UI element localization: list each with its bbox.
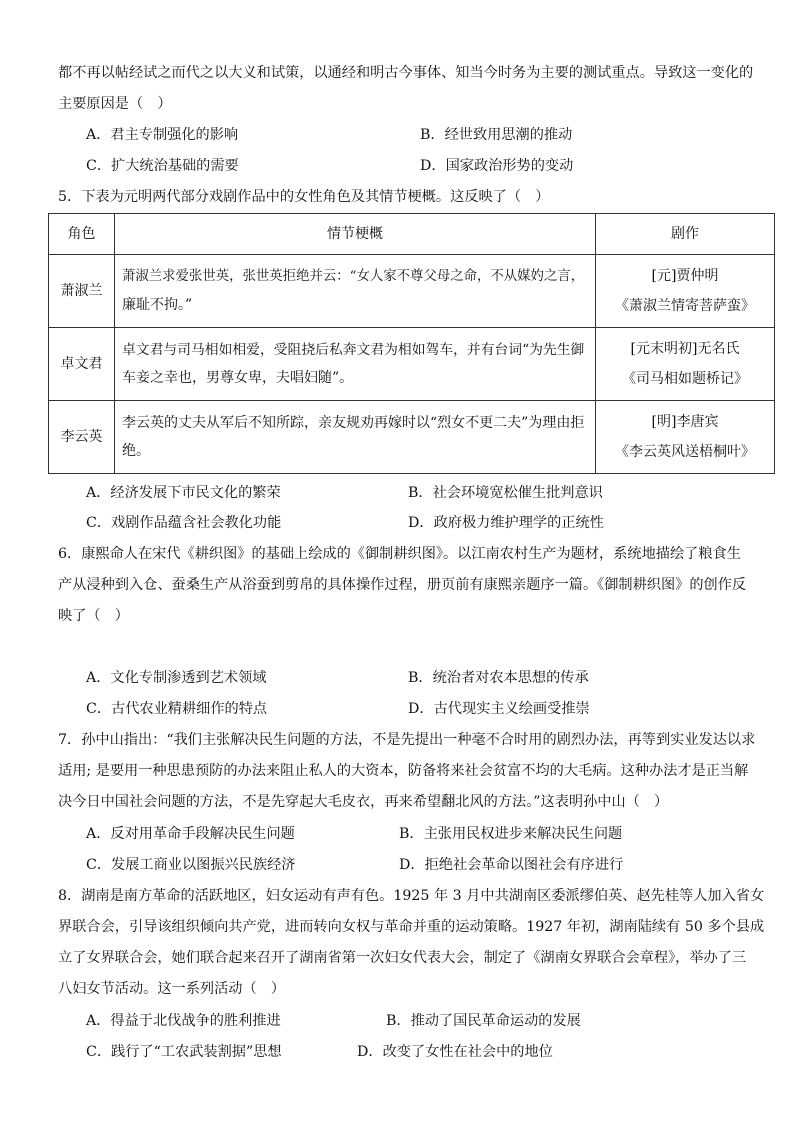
q8-stem-line4: 八妇女节活动。这一系列活动（ ） [58, 981, 286, 997]
q4-option-a[interactable]: A．君主专制强化的影响 [86, 127, 239, 143]
q7-option-d[interactable]: D．拒绝社会革命以图社会有序进行 [399, 857, 624, 873]
q8-option-b[interactable]: B．推动了国民革命运动的发展 [386, 1013, 581, 1029]
q7-option-c[interactable]: C．发展工商业以图振兴民族经济 [86, 857, 296, 873]
plot-cell [115, 401, 596, 474]
role-cell: 萧淑兰 [49, 255, 115, 328]
q5-stem: 5．下表为元明两代部分戏剧作品中的女性角色及其情节梗概。这反映了（ ） [58, 189, 550, 205]
q8-option-d[interactable]: D．改变了女性在社会中的地位 [357, 1044, 553, 1060]
work-title: 《李云英风送梧桐叶》 [615, 444, 755, 460]
q5-option-c[interactable]: C．戏剧作品蕴含社会教化功能 [86, 515, 282, 531]
work-author: [元]贾仲明 [651, 268, 719, 284]
q7-stem-line1: 7．孙中山指出：“我们主张解决民生问题的方法，不是先提出一种毫不合时用的剧烈办法，再等到实业发达以求 [58, 732, 756, 748]
plot-line: 车妾之幸也，男尊女卑，夫唱妇随”。 [122, 370, 354, 386]
q4-stem-line2: 主要原因是（ ） [58, 96, 172, 112]
role-cell: 卓文君 [49, 328, 115, 401]
plot-cell [115, 255, 596, 328]
q6-stem-line2: 产从浸种到入仓、蚕桑生产从浴蚕到剪帛的具体操作过程，册页前有康熙亲题序一篇。《御制耕织图》的创作反 [58, 577, 747, 593]
work-author: [明]李唐宾 [651, 414, 719, 430]
q6-option-c[interactable]: C．古代农业精耕细作的特点 [86, 701, 268, 717]
q6-option-d[interactable]: D．古代现实主义绘画受推崇 [408, 701, 590, 717]
plot-line: 廉耻不拘。” [122, 297, 193, 313]
plot-line: 李云英的丈夫从军后不知所踪，亲友规劝再嫁时以“烈女不更二夫”为理由拒 [122, 415, 585, 431]
table-row [49, 328, 775, 401]
q4-option-c[interactable]: C．扩大统治基础的需要 [86, 158, 239, 174]
q8-stem-line3: 立了女界联合会，她们联合起来召开了湖南省第一次妇女代表大会，制定了《湖南女界联合会章程》，举办了三 [58, 950, 747, 966]
header-role: 角色 [49, 214, 115, 255]
q7-option-b[interactable]: B．主张用民权进步来解决民生问题 [399, 826, 623, 842]
q4-stem-line1: 都不再以帖经试之而代之以大义和试策，以通经和明古今事体、知当今时务为主要的测试重点。导致这一变化的 [58, 65, 754, 81]
plot-cell [115, 328, 596, 401]
q6-stem-line1: 6．康熙命人在宋代《耕织图》的基础上绘成的《御制耕织图》。以江南农村生产为题材，系统地描绘了粮食生 [58, 546, 741, 562]
q5-table [48, 213, 775, 474]
header-work: 剧作 [596, 214, 775, 255]
q6-option-a[interactable]: A．文化专制渗透到艺术领域 [86, 670, 267, 686]
plot-line: 卓文君与司马相如相爱，受阻挠后私奔文君为相如驾车，并有台词“为先生御 [122, 342, 585, 358]
q8-stem-line2: 界联合会，引导该组织倾向共产党，进而转向女权与革命并重的运动策略。1927 年初，湖南陆续有 50 多个县成 [58, 919, 765, 935]
q5-option-b[interactable]: B．社会环境宽松催生批判意识 [408, 485, 603, 501]
work-cell [596, 328, 775, 401]
q5-option-a[interactable]: A．经济发展下市民文化的繁荣 [86, 485, 281, 501]
work-title: 《司马相如题桥记》 [622, 371, 748, 387]
q8-option-a[interactable]: A．得益于北伐战争的胜利推进 [86, 1013, 281, 1029]
q8-option-c[interactable]: C．践行了“工农武装割据”思想 [86, 1044, 282, 1060]
q4-option-b[interactable]: B．经世致用思潮的推动 [420, 127, 573, 143]
q8-stem-line1: 8．湖南是南方革命的活跃地区，妇女运动有声有色。1925 年 3 月中共湖南区委派缪伯英、赵先桂等人加入省女 [58, 888, 765, 904]
table-header-row [49, 214, 775, 255]
work-cell [596, 255, 775, 328]
table-row [49, 401, 775, 474]
plot-line: 绝。 [122, 443, 150, 459]
q5-option-d[interactable]: D．政府极力维护理学的正统性 [408, 515, 604, 531]
work-author: [元末明初]无名氏 [630, 341, 740, 357]
q7-stem-line3: 决今日中国社会问题的方法，不是先穿起大毛皮衣，再来希望翻北风的方法。”这表明孙中山（ ） [58, 794, 669, 810]
q4-option-d[interactable]: D．国家政治形势的变动 [420, 158, 574, 174]
table-row [49, 255, 775, 328]
q7-stem-line2: 适用; 是要用一种思患预防的办法来阻止私人的大资本，防备将来社会贫富不均的大毛病。这种办法才是正当解 [58, 763, 749, 779]
work-title: 《萧淑兰情寄菩萨蛮》 [615, 298, 755, 314]
work-cell [596, 401, 775, 474]
header-plot: 情节梗概 [115, 214, 596, 255]
q6-stem-line3: 映了（ ） [58, 608, 129, 624]
plot-line: 萧淑兰求爱张世英，张世英拒绝并云：“女人家不尊父母之命，不从媒妁之言， [122, 269, 585, 284]
role-cell: 李云英 [49, 401, 115, 474]
q6-option-b[interactable]: B．统治者对农本思想的传承 [408, 670, 589, 686]
q7-option-a[interactable]: A．反对用革命手段解决民生问题 [86, 826, 295, 842]
